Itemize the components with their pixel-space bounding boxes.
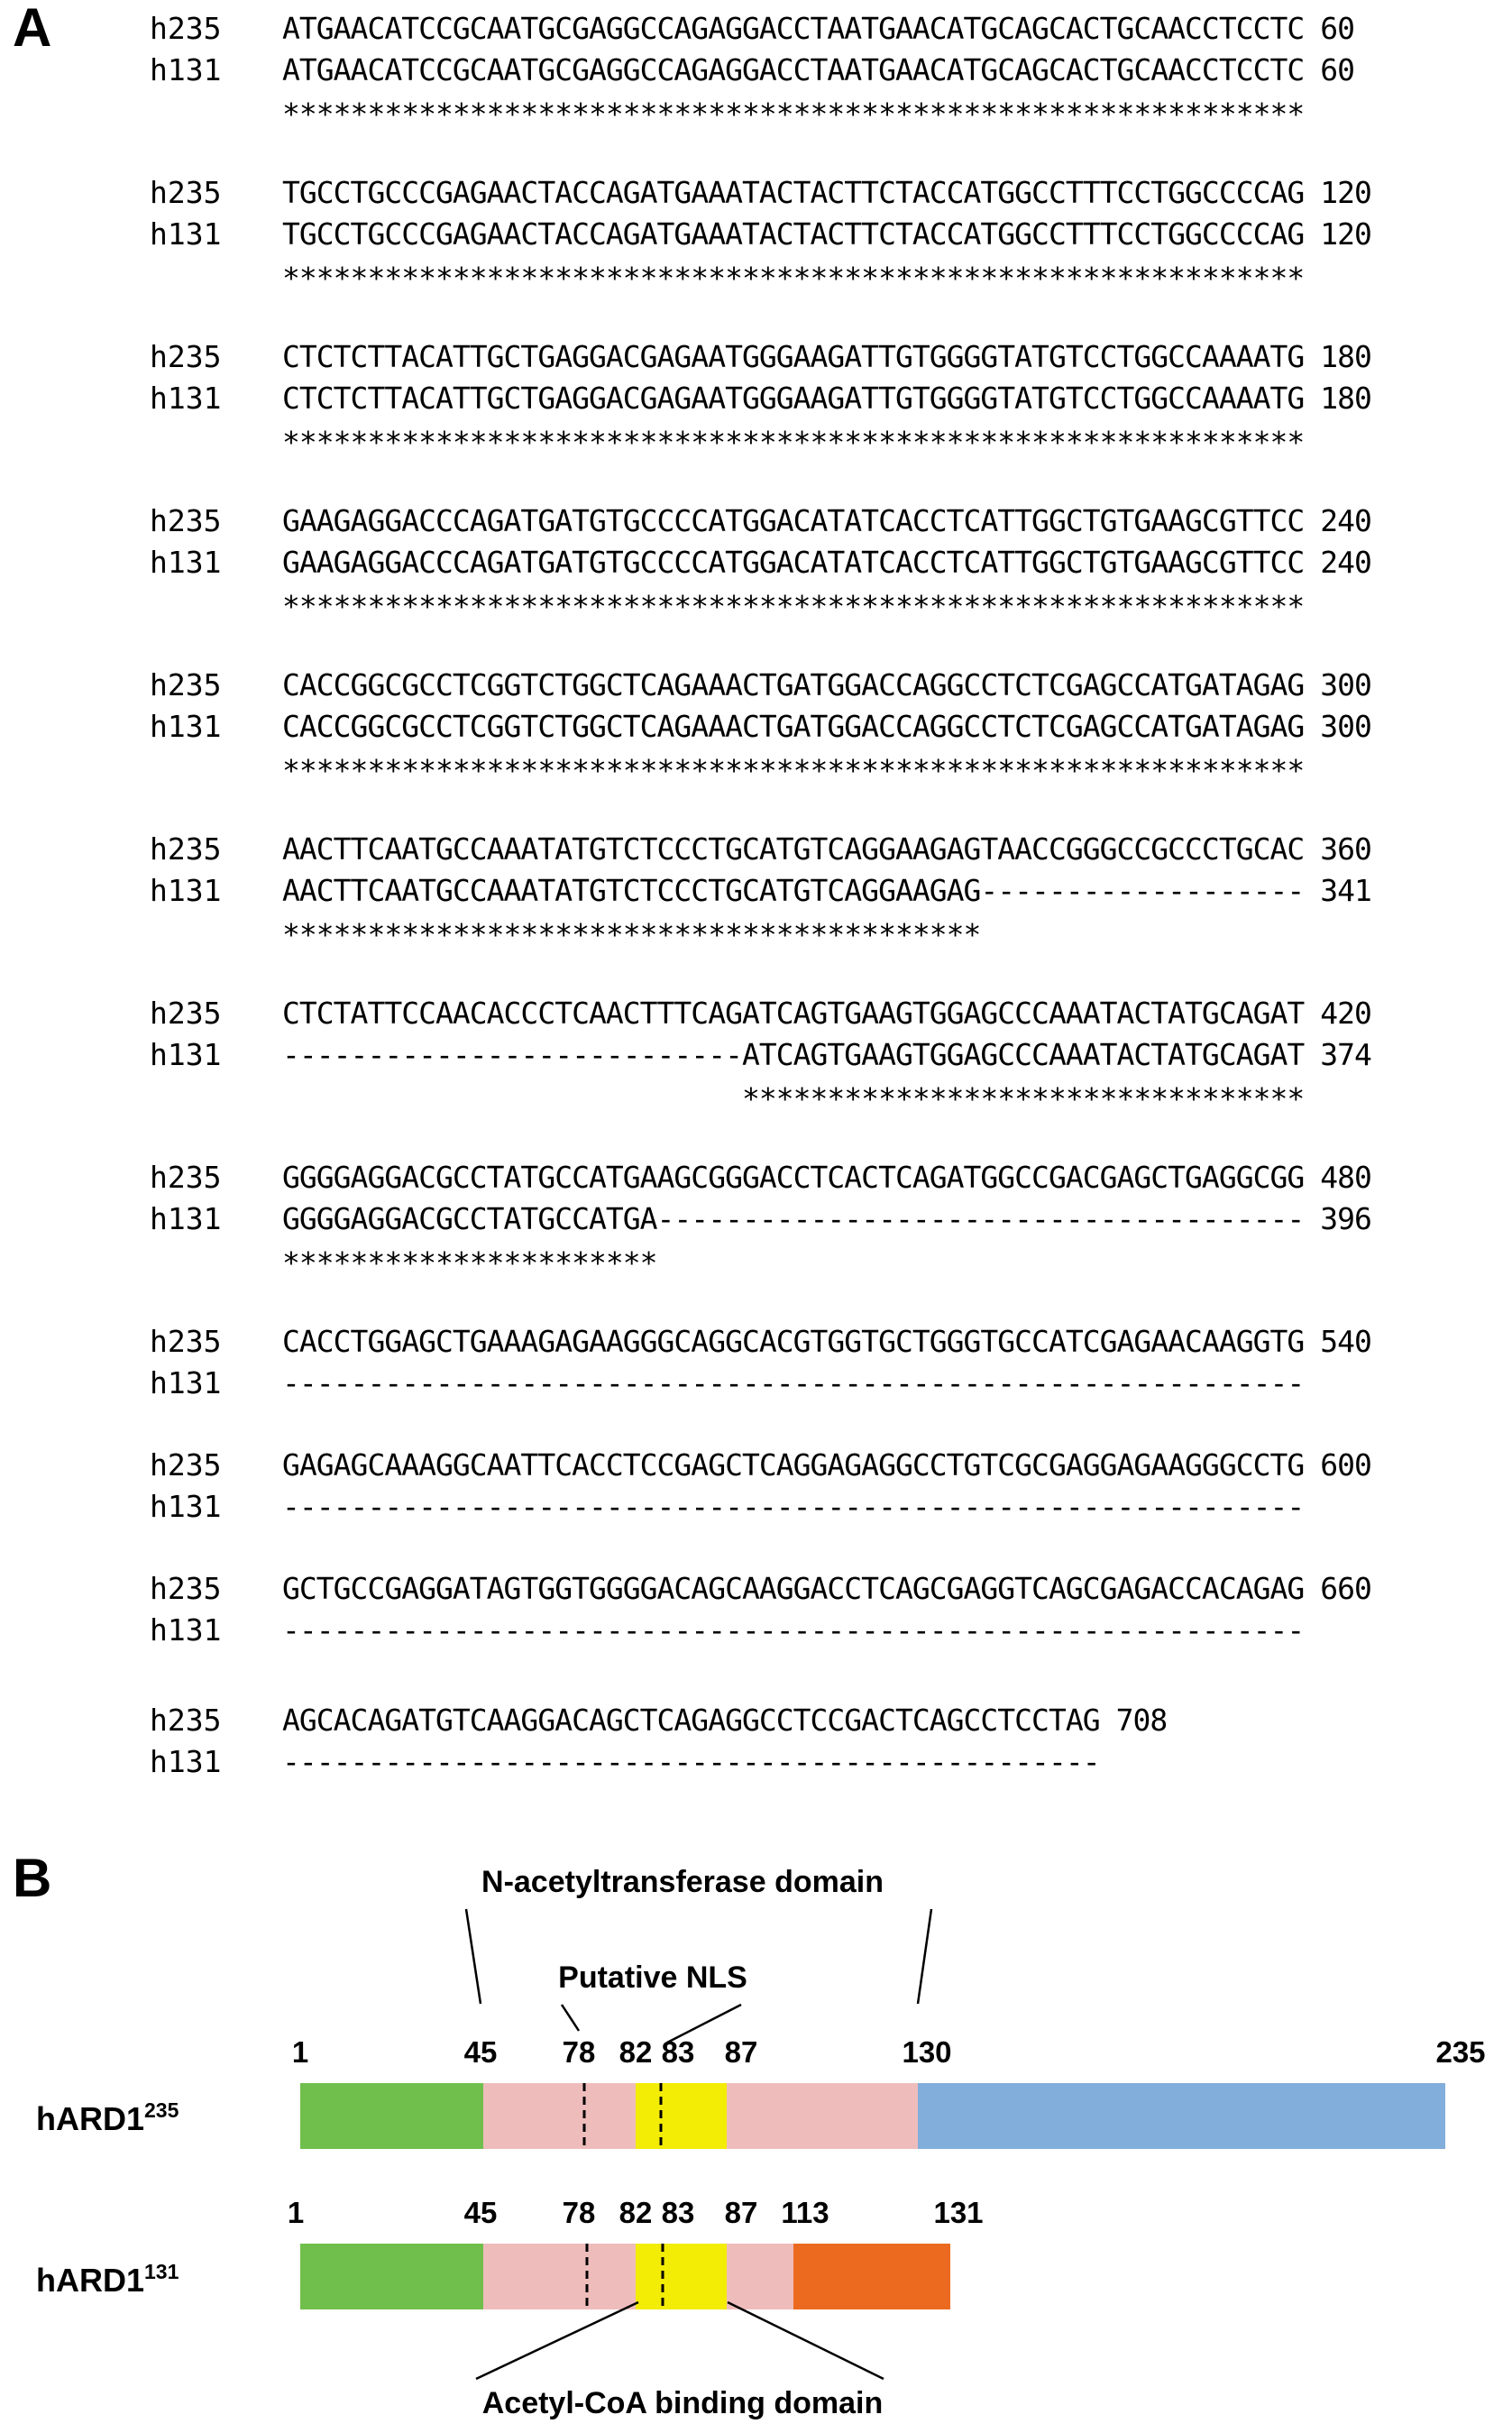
sequence-text: CACCTGGAGCTGAAAGAGAAGGGCAGGCACGTGGTGCTGGGTGCCATCGAGAACAAGGTG	[282, 1324, 1305, 1359]
consensus-line: ************************************************************	[282, 425, 1305, 460]
nls-label: Putative NLS	[558, 1960, 747, 1995]
sequence-text: GGGGAGGACGCCTATGCCATGA--------------------------------------	[282, 1201, 1305, 1236]
sequence-position: 341	[1320, 873, 1371, 908]
seq-name-h235: h235	[150, 339, 222, 374]
sequence-h131	[282, 381, 1371, 416]
sequence-position: 360	[1320, 831, 1371, 867]
sequence-position: 120	[1320, 175, 1371, 210]
sequence-text: GGGGAGGACGCCTATGCCATGAAGCGGGACCTCACTCAGATGGCCGACGAGCTGAGGCGG	[282, 1160, 1305, 1195]
sequence-text: CTCTATTCCAACACCCTCAACTTTCAGATCAGTGAAGTGGAGCCCAAATACTATGCAGAT	[282, 996, 1305, 1031]
seq-name-h235: h235	[150, 175, 222, 210]
sequence-h131	[282, 1201, 1371, 1236]
sequence-text: GCTGCCGAGGATAGTGGTGGGGACAGCAAGGACCTCAGCGAGGTCAGCGAGACCACAGAG	[282, 1571, 1305, 1606]
sequence-h131	[282, 1744, 1116, 1779]
sequence-text: ------------------------------------------------------------	[282, 1365, 1305, 1400]
consensus-line: *****************************************	[282, 917, 981, 952]
sequence-h235	[282, 11, 1355, 46]
residue-tick-label: 82	[619, 2196, 653, 2229]
seq-name-h235: h235	[150, 1160, 222, 1195]
sequence-position: 600	[1320, 1447, 1371, 1483]
sequence-text: AGCACAGATGTCAAGGACAGCTCAGAGGCCTCCGACTCAGCCTCCTAG	[282, 1703, 1100, 1738]
residue-tick-label: 1	[291, 2035, 309, 2069]
sequence-h235	[282, 339, 1371, 374]
domain-segment-nat-body	[727, 2083, 918, 2149]
sequence-h131	[282, 1489, 1320, 1524]
seq-name-h131: h131	[150, 1037, 222, 1072]
sequence-h131	[282, 873, 1371, 908]
sequence-h235	[282, 1571, 1371, 1606]
nls-leader-left	[562, 2005, 579, 2031]
sequence-h131	[282, 1365, 1320, 1400]
sequence-h235	[282, 1703, 1168, 1738]
residue-tick-label: 87	[724, 2196, 758, 2229]
seq-name-h131: h131	[150, 1744, 222, 1779]
acoa-leader-left	[476, 2302, 638, 2379]
seq-name-h131: h131	[150, 381, 222, 416]
residue-tick-label: 78	[562, 2196, 596, 2229]
seq-name-h131: h131	[150, 873, 222, 908]
sequence-position: 240	[1320, 545, 1371, 580]
sequence-h235	[282, 667, 1371, 702]
sequence-h235	[282, 503, 1371, 538]
sequence-h235	[282, 1324, 1371, 1359]
hard1-235-bar	[292, 2035, 1486, 2149]
sequence-position: 480	[1320, 1160, 1371, 1195]
sequence-h131	[282, 1612, 1320, 1648]
residue-tick-label: 45	[463, 2035, 498, 2069]
domain-segment-c-term-131	[793, 2244, 950, 2309]
sequence-h235	[282, 996, 1371, 1031]
sequence-h131	[282, 545, 1371, 580]
consensus-line: ************************************************************	[282, 753, 1305, 788]
sequence-h235	[282, 1447, 1371, 1483]
seq-name-h235: h235	[150, 1447, 222, 1483]
hard1-131-bar	[288, 2196, 984, 2309]
domain-segment-nat-body	[483, 2083, 636, 2149]
sequence-text: GAAGAGGACCCAGATGATGTGCCCCATGGACATATCACCTCATTGGCTGTGAAGCGTTCC	[282, 545, 1305, 580]
sequence-h131	[282, 1037, 1371, 1072]
seq-name-h235: h235	[150, 1324, 222, 1359]
seq-name-h131: h131	[150, 1612, 222, 1648]
sequence-position: 180	[1320, 381, 1371, 416]
consensus-line: ************************************************************	[282, 589, 1305, 624]
sequence-position: 60	[1320, 11, 1355, 46]
residue-tick-label: 83	[661, 2035, 695, 2069]
residue-tick-label: 113	[781, 2196, 829, 2229]
sequence-text: ATGAACATCCGCAATGCGAGGCCAGAGGACCTAATGAACATGCAGCACTGCAACCTCCTC	[282, 11, 1305, 46]
domain-segment-nls	[636, 2244, 727, 2309]
seq-name-h131: h131	[150, 1365, 222, 1400]
residue-tick-label: 45	[463, 2196, 498, 2229]
sequence-position: 240	[1320, 503, 1371, 538]
seq-name-h131: h131	[150, 216, 222, 252]
sequence-text: ATGAACATCCGCAATGCGAGGCCAGAGGACCTAATGAACATGCAGCACTGCAACCTCCTC	[282, 52, 1305, 87]
sequence-position: 180	[1320, 339, 1371, 374]
sequence-position: 300	[1320, 667, 1371, 702]
residue-tick-label: 78	[562, 2035, 596, 2069]
panel-a-letter: A	[13, 0, 52, 58]
residue-tick-label: 1	[287, 2196, 305, 2229]
domain-segment-nat-body	[727, 2244, 793, 2309]
consensus-line: **********************	[282, 1245, 657, 1281]
sequence-position: 660	[1320, 1571, 1371, 1606]
domain-diagram	[0, 1804, 1512, 2433]
residue-tick-label: 87	[724, 2035, 758, 2069]
sequence-text: CACCGGCGCCTCGGTCTGGCTCAGAAACTGATGGACCAGGCCTCTCGAGCCATGATAGAG	[282, 667, 1305, 702]
consensus-line: ************************************************************	[282, 96, 1305, 132]
seq-name-h131: h131	[150, 709, 222, 744]
seq-name-h235: h235	[150, 1571, 222, 1606]
seq-name-h131: h131	[150, 52, 222, 87]
residue-tick-label: 130	[902, 2035, 952, 2069]
sequence-text: CTCTCTTACATTGCTGAGGACGAGAATGGGAAGATTGTGGGGTATGTCCTGGCCAAAATG	[282, 381, 1305, 416]
sequence-h235	[282, 175, 1371, 210]
panel-b-letter: B	[13, 1848, 52, 1908]
sequence-position: 300	[1320, 709, 1371, 744]
residue-tick-label: 131	[933, 2196, 984, 2229]
sequence-position: 540	[1320, 1324, 1371, 1359]
seq-name-h235: h235	[150, 11, 222, 46]
sequence-text: AACTTCAATGCCAAATATGTCTCCCTGCATGTCAGGAAGAGTAACCGGGCCGCCCTGCAC	[282, 831, 1305, 867]
sequence-text: ------------------------------------------------	[282, 1744, 1100, 1779]
residue-tick-label: 82	[619, 2035, 653, 2069]
consensus-line: ************************************************************	[282, 261, 1305, 296]
sequence-text: GAGAGCAAAGGCAATTCACCTCCGAGCTCAGGAGAGGCCTGTCGCGAGGAGAAGGGCCTG	[282, 1447, 1305, 1483]
acetyl-coa-binding-label: Acetyl-CoA binding domain	[481, 2386, 884, 2420]
sequence-h131	[282, 709, 1371, 744]
sequence-text: GAAGAGGACCCAGATGATGTGCCCCATGGACATATCACCTCATTGGCTGTGAAGCGTTCC	[282, 503, 1305, 538]
seq-name-h235: h235	[150, 831, 222, 867]
seq-name-h235: h235	[150, 996, 222, 1031]
sequence-position: 708	[1115, 1703, 1168, 1738]
seq-name-h235: h235	[150, 503, 222, 538]
seq-name-h131: h131	[150, 1201, 222, 1236]
domain-segment-nat-body	[483, 2244, 636, 2309]
protein-name-235: $hARD1^{235}$	[36, 2098, 179, 2137]
seq-name-h235: h235	[150, 667, 222, 702]
nat-domain-label: N-acetyltransferase domain	[481, 1865, 884, 1899]
sequence-h131	[282, 52, 1355, 87]
acoa-leader-right	[728, 2302, 884, 2379]
sequence-text: TGCCTGCCCGAGAACTACCAGATGAAATACTACTTCTACCATGGCCTTTCCTGGCCCCAG	[282, 216, 1305, 252]
sequence-position: 396	[1320, 1201, 1371, 1236]
seq-name-h235: h235	[150, 1703, 222, 1738]
domain-segment-n-terminal	[300, 2244, 483, 2309]
sequence-text: ------------------------------------------------------------	[282, 1612, 1305, 1648]
residue-tick-label: 235	[1435, 2035, 1486, 2069]
seq-name-h131: h131	[150, 545, 222, 580]
sequence-text: CTCTCTTACATTGCTGAGGACGAGAATGGGAAGATTGTGGGGTATGTCCTGGCCAAAATG	[282, 339, 1305, 374]
sequence-text: TGCCTGCCCGAGAACTACCAGATGAAATACTACTTCTACCATGGCCTTTCCTGGCCCCAG	[282, 175, 1305, 210]
sequence-text: AACTTCAATGCCAAATATGTCTCCCTGCATGTCAGGAAGAG-------------------	[282, 873, 1305, 908]
domain-segment-c-term-235	[918, 2083, 1445, 2149]
consensus-line: *********************************	[282, 1081, 1305, 1116]
domain-segment-nls	[636, 2083, 727, 2149]
sequence-text: ---------------------------ATCAGTGAAGTGGAGCCCAAATACTATGCAGAT	[282, 1037, 1305, 1072]
nat-leader-right	[918, 1909, 931, 2004]
sequence-h235	[282, 1160, 1371, 1195]
sequence-position: 120	[1320, 216, 1371, 252]
sequence-text: CACCGGCGCCTCGGTCTGGCTCAGAAACTGATGGACCAGGCCTCTCGAGCCATGATAGAG	[282, 709, 1305, 744]
sequence-position: 374	[1320, 1037, 1371, 1072]
sequence-h235	[282, 831, 1371, 867]
residue-tick-label: 83	[661, 2196, 695, 2229]
domain-segment-n-terminal	[300, 2083, 483, 2149]
seq-name-h131: h131	[150, 1489, 222, 1524]
sequence-text: ------------------------------------------------------------	[282, 1489, 1305, 1524]
protein-name-131: $hARD1^{131}$	[36, 2260, 179, 2299]
sequence-h131	[282, 216, 1371, 252]
sequence-position: 60	[1320, 52, 1355, 87]
nat-leader-left	[466, 1909, 481, 2004]
sequence-position: 420	[1320, 996, 1371, 1031]
